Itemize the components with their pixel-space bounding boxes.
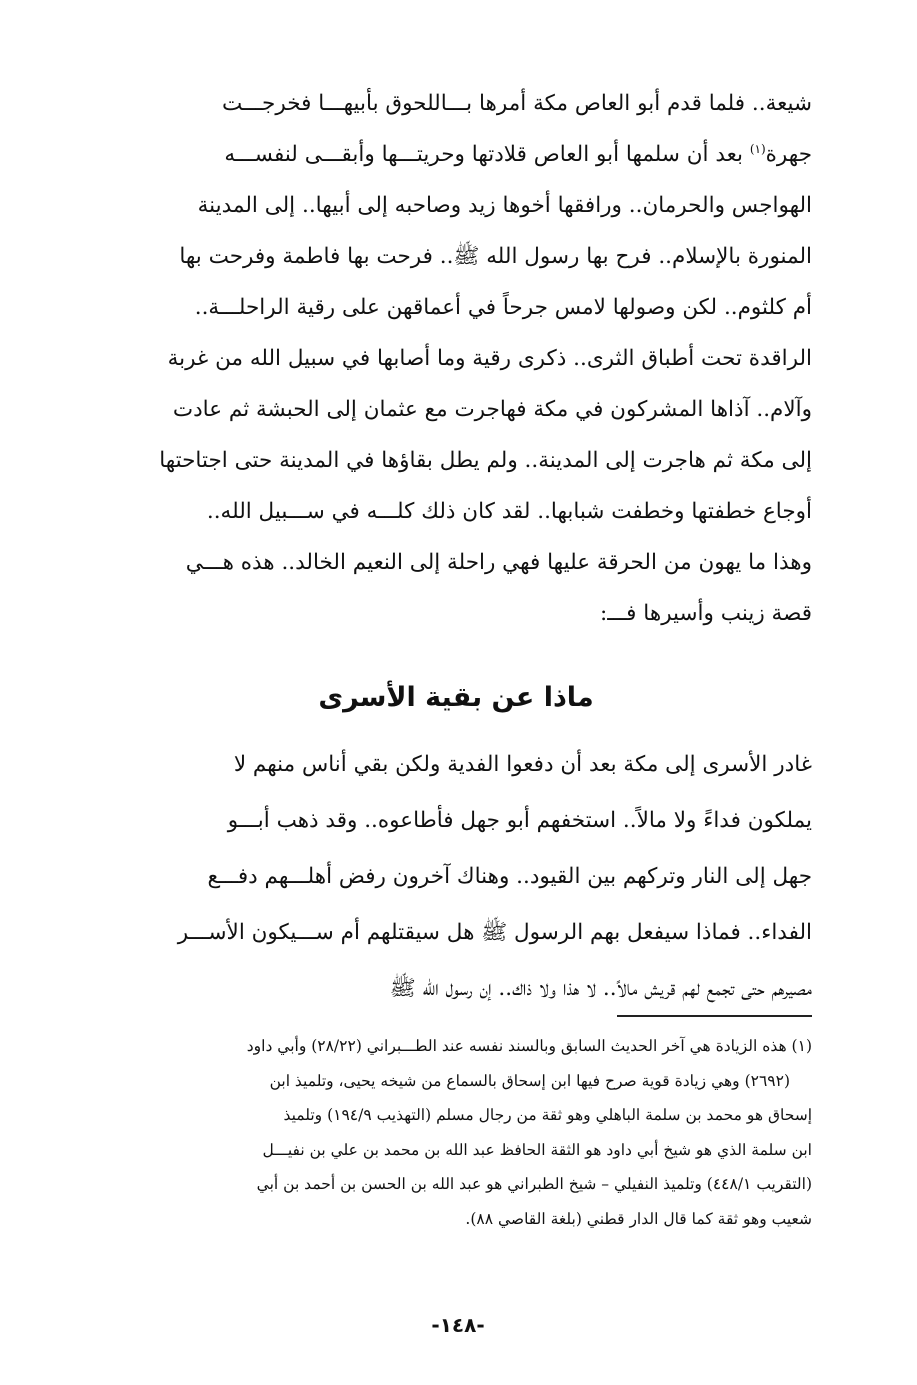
footnote-separator: [617, 1015, 812, 1017]
body-line: قصة زينب وأسيرها فـــ:: [600, 601, 812, 626]
section-heading: ماذا عن بقية الأسرى: [318, 682, 594, 713]
body-line: أوجاع خطفتها وخطفت شبابها.. لقد كان ذلك كلـــه في ســـبيل الله..: [206, 499, 812, 524]
body-line-text: بعد أن سلمها أبو العاص قلادتها وحريتـــها وأبقـــى لنفســـه: [224, 142, 743, 167]
footnote-marker-word: جهرة: [765, 142, 812, 167]
section-line: مصيرهم حتى تجمع لهم قريش مالاً.. لا هذا ولا ذاك.. إن رسول الله ﷺ: [389, 976, 812, 1001]
footnote-line: إسحاق هو محمد بن سلمة الباهلي وهو ثقة من رجال مسلم (التهذيب ١٩٤/٩) وتلميذ: [283, 1106, 812, 1124]
body-line: إلى مكة ثم هاجرت إلى المدينة.. ولم يطل بقاؤها في المدينة حتى اجتاحتها: [159, 448, 812, 473]
footnote-marker[interactable]: (١): [749, 141, 766, 156]
body-line: أم كلثوم.. لكن وصولها لامس جرحاً في أعماقهن على رقية الراحلـــة..: [194, 295, 812, 320]
section-line: غادر الأسرى إلى مكة بعد أن دفعوا الفدية ولكن بقي أناس منهم لا: [233, 752, 812, 777]
footnote-line: (التقريب ٤٤٨/١) وتلميذ النفيلي – شيخ الطبراني هو عبد الله بن الحسن بن أحمد بن أبي: [256, 1175, 812, 1193]
footnote-line: ابن سلمة الذي هو شيخ أبي داود هو الثقة الحافظ عبد الله بن محمد بن علي بن نفيـــل: [262, 1140, 812, 1159]
footnote-line: (٢٦٩٢) وهي زيادة قوية صرح فيها ابن إسحاق بالسماع من شيخه يحيى، وتلميذ ابن: [269, 1071, 790, 1090]
section-line: الفداء.. فماذا سيفعل بهم الرسول ﷺ هل سيقتلهم أم ســـيكون الأســـر: [177, 920, 812, 945]
section-paragraph: [100, 737, 812, 1017]
body-line-with-footnote: [100, 129, 812, 180]
section-line: يملكون فداءً ولا مالاً.. استخفهم أبو جهل فأطاعوه.. وقد ذهب أبـــو: [227, 808, 812, 833]
page-number: -١٤٨-: [431, 1313, 485, 1337]
footnote-line: شعيب وهو ثقة كما قال الدار قطني (بلغة القاصي ٨٨).: [465, 1209, 812, 1228]
body-line: الراقدة تحت أطباق الثرى.. ذكرى رقية وما أصابها في سبيل الله من غربة: [167, 346, 812, 371]
body-line: وآلام.. آذاها المشركون في مكة فهاجرت مع عثمان إلى الحبشة ثم عادت: [172, 397, 812, 422]
body-line: الهواجس والحرمان.. ورافقها أخوها زيد وصاحبه إلى أبيها.. إلى المدينة: [197, 193, 812, 218]
body-line: شيعة.. فلما قدم أبو العاص مكة أمرها بـــاللحوق بأبيهـــا فخرجـــت: [222, 91, 812, 116]
body-line: وهذا ما يهون من الحرقة عليها فهي راحلة إلى النعيم الخالد.. هذه هـــي: [185, 550, 812, 575]
body-paragraph: [100, 78, 812, 639]
footnote-line: (١) هذه الزيادة هي آخر الحديث السابق وبالسند نفسه عند الطـــبراني (٢٨/٢٢) وأبي داود: [246, 1037, 812, 1055]
section-line: جهل إلى النار وتركهم بين القيود.. وهناك آخرون رفض أهلـــهم دفـــع: [207, 864, 812, 889]
body-line: المنورة بالإسلام.. فرح بها رسول الله ﷺ.. فرحت بها فاطمة وفرحت بها: [179, 244, 812, 269]
footnotes: [100, 1029, 812, 1236]
